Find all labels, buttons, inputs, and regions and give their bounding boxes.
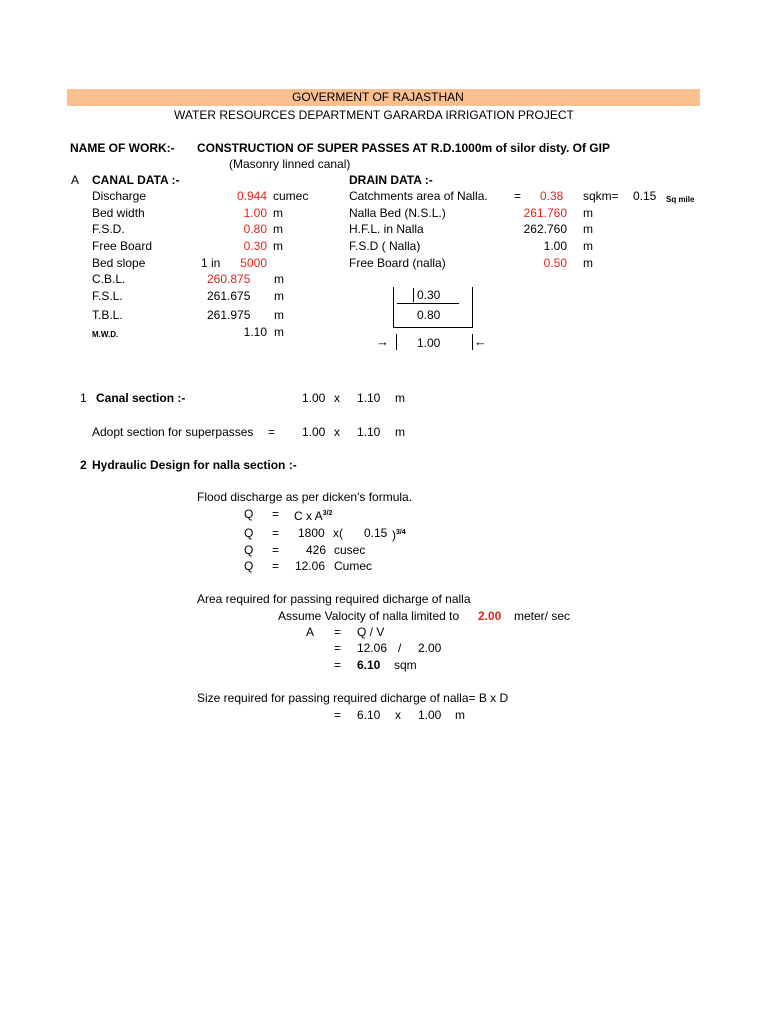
catchment-unit: sqkm= — [583, 189, 619, 203]
sketch-freeboard: 0.30 — [417, 288, 441, 302]
eq-symbol: = — [272, 526, 280, 540]
q-symbol: Q — [244, 507, 254, 521]
canal-unit: m — [273, 239, 283, 253]
s1-x: x — [334, 391, 340, 405]
sketch-dim-left — [396, 334, 397, 350]
canal-unit: m — [273, 222, 283, 236]
adopt-val2: 1.10 — [357, 425, 381, 439]
catchment-unit2: Sq mile — [666, 195, 695, 204]
drain-label: Free Board (nalla) — [349, 256, 446, 270]
canal-unit: m — [273, 206, 283, 220]
drain-heading: DRAIN DATA :- — [349, 173, 433, 187]
catchment-eq: = — [514, 189, 522, 203]
adopt-eq: = — [268, 425, 276, 439]
canal-label: M.W.D. — [92, 330, 119, 339]
arrow-right-icon: → — [376, 334, 389, 349]
canal-value: 261.675 — [207, 289, 251, 303]
velocity-label: Assume Valocity of nalla limited to — [278, 609, 460, 623]
a-result: 6.10 — [357, 658, 381, 672]
q-cusec-unit: cusec — [334, 543, 366, 557]
canal-value: 1.00 — [243, 206, 267, 220]
sketch-width: 1.00 — [417, 336, 441, 350]
eq-symbol: = — [334, 625, 342, 639]
s1-val1: 1.00 — [302, 391, 326, 405]
canal-value: 0.944 — [236, 189, 267, 203]
eq-symbol: = — [272, 543, 280, 557]
q-symbol: Q — [244, 559, 254, 573]
eq-symbol: = — [272, 507, 280, 521]
canal-value: 0.80 — [243, 222, 267, 236]
sketch-fb-tick — [413, 288, 414, 302]
canal-value: 261.975 — [207, 308, 251, 322]
dept-title: WATER RESOURCES DEPARTMENT GARARDA IRRIGATION PROJECT — [174, 108, 574, 122]
adopt-x: x — [334, 425, 340, 439]
org-title: GOVERMENT OF RAJASTHAN — [292, 90, 464, 104]
work-title: CONSTRUCTION OF SUPER PASSES AT R.D.1000m of silor disty. Of GIP — [197, 141, 610, 155]
drain-label: H.F.L. in Nalla — [349, 222, 424, 236]
catchment-label: Catchments area of Nalla. — [349, 189, 488, 203]
work-subtitle: (Masonry linned canal) — [229, 157, 351, 171]
a-divide: / — [398, 641, 402, 655]
s1-unit: m — [395, 391, 405, 405]
sketch-bed — [393, 327, 473, 328]
catchment-value: 0.38 — [540, 189, 564, 203]
velocity-value: 2.00 — [478, 609, 502, 623]
q-symbol: Q — [244, 526, 254, 540]
canal-label: Bed width — [92, 206, 145, 220]
work-label: NAME OF WORK:- — [70, 141, 175, 155]
s1-val2: 1.10 — [357, 391, 381, 405]
sketch-left-wall — [393, 287, 394, 328]
canal-value: 5000 — [240, 256, 267, 270]
drain-unit: m — [583, 256, 593, 270]
eq-symbol: = — [334, 708, 342, 722]
canal-label: F.S.L. — [92, 289, 123, 303]
drain-label: F.S.D ( Nalla) — [349, 239, 421, 253]
canal-label: Discharge — [92, 189, 147, 203]
size-intro: Size required for passing required dicharge of nalla= B x D — [197, 691, 509, 705]
canal-heading: CANAL DATA :- — [92, 173, 180, 187]
size-b: 6.10 — [357, 708, 381, 722]
eq-symbol: = — [334, 658, 342, 672]
adopt-val1: 1.00 — [302, 425, 326, 439]
sketch-water-line — [397, 303, 459, 304]
s2-title: Hydraulic Design for nalla section :- — [92, 458, 297, 472]
times-open: x( — [333, 526, 343, 540]
canal-label: Bed slope — [92, 256, 146, 270]
coefficient-c: 1800 — [298, 526, 325, 540]
canal-unit: cumec — [273, 189, 309, 203]
canal-label: Free Board — [92, 239, 153, 253]
size-d: 1.00 — [418, 708, 442, 722]
sketch-right-wall — [472, 287, 473, 328]
a-q-value: 12.06 — [357, 641, 388, 655]
catchment-value2: 0.15 — [633, 189, 657, 203]
canal-label: T.B.L. — [92, 308, 123, 322]
canal-value: 1.10 — [243, 325, 267, 339]
arrow-left-icon: ← — [474, 334, 487, 349]
adopt-label: Adopt section for superpasses — [92, 425, 254, 439]
drain-unit: m — [583, 206, 593, 220]
canal-unit: m — [274, 325, 284, 339]
drain-value: 261.760 — [523, 206, 567, 220]
area-intro: Area required for passing required dicharge of nalla — [197, 592, 471, 606]
canal-value: 260.875 — [207, 272, 251, 286]
canal-unit: m — [274, 289, 284, 303]
sketch-fsd: 0.80 — [417, 308, 441, 322]
q-cumec-unit: Cumec — [334, 559, 373, 573]
size-x: x — [395, 708, 401, 722]
formula-cxa: C x $A^{3/2}$ — [294, 509, 333, 523]
size-unit: m — [455, 708, 465, 722]
drain-value: 0.50 — [543, 256, 567, 270]
canal-unit: m — [274, 308, 284, 322]
bed-slope-prefix: 1 in — [201, 256, 221, 270]
a-result-unit: sqm — [394, 658, 417, 672]
a-formula: Q / V — [357, 625, 385, 639]
canal-label: C.B.L. — [92, 272, 126, 286]
canal-label: F.S.D. — [92, 222, 125, 236]
drain-unit: m — [583, 222, 593, 236]
a-v-value: 2.00 — [418, 641, 442, 655]
q-cusec-value: 426 — [306, 543, 327, 557]
eq-symbol: = — [334, 641, 342, 655]
velocity-unit: meter/ sec — [514, 609, 571, 623]
q-cumec-value: 12.06 — [295, 559, 326, 573]
s1-title: Canal section :- — [96, 391, 186, 405]
area-sqmile: 0.15 — [364, 526, 388, 540]
drain-unit: m — [583, 239, 593, 253]
a-symbol: A — [306, 625, 315, 639]
drain-value: 1.00 — [543, 239, 567, 253]
power-close: )$^{3/4}$ — [392, 528, 406, 542]
canal-unit: m — [274, 272, 284, 286]
canal-value: 0.30 — [243, 239, 267, 253]
q-symbol: Q — [244, 543, 254, 557]
adopt-unit: m — [395, 425, 405, 439]
drain-label: Nalla Bed (N.S.L.) — [349, 206, 446, 220]
sketch-dim-right — [472, 334, 473, 350]
eq-symbol: = — [272, 559, 280, 573]
s1-number: 1 — [80, 391, 87, 405]
drain-value: 262.760 — [523, 222, 567, 236]
flood-intro: Flood discharge as per dicken's formula. — [197, 490, 413, 504]
s2-number: 2 — [80, 458, 87, 472]
section-letter: A — [71, 173, 80, 187]
